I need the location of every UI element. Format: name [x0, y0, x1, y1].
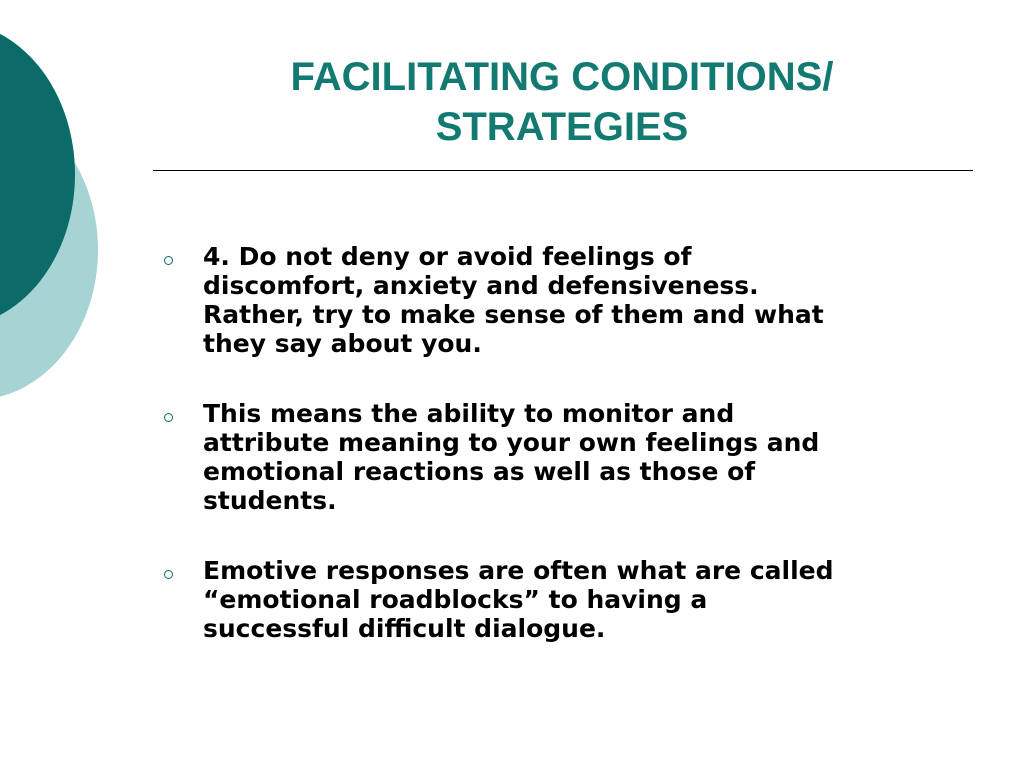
bullet-text-line: Emotive responses are often what are called: [203, 556, 834, 585]
bullet-text-line: students.: [203, 486, 337, 515]
bullet-text-line: successful difficult dialogue.: [203, 614, 606, 643]
bullet-text-line: This means the ability to monitor and: [203, 399, 735, 428]
slide-title-line: STRATEGIES: [435, 105, 689, 149]
bullet-text-line: attribute meaning to your own feelings and: [203, 428, 820, 457]
bullet-list: [162, 242, 962, 684]
hollow-circle-bullet-icon: [164, 256, 173, 265]
slide-title: [150, 52, 974, 152]
title-divider: [153, 170, 973, 171]
bullet-text-line: “emotional roadblocks” to having a: [203, 585, 708, 614]
bullet-item: [162, 242, 962, 358]
bullet-text-line: they say about you.: [203, 329, 482, 358]
bullet-text-line: 4. Do not deny or avoid feelings of: [203, 242, 692, 271]
bullet-text-line: discomfort, anxiety and defensiveness.: [203, 271, 759, 300]
hollow-circle-bullet-icon: [164, 413, 173, 422]
bullet-item: [162, 556, 962, 643]
bullet-text-line: emotional reactions as well as those of: [203, 457, 756, 486]
hollow-circle-bullet-icon: [164, 570, 173, 579]
bullet-text-line: Rather, try to make sense of them and what: [203, 300, 824, 329]
slide-title-line: FACILITATING CONDITIONS/: [290, 55, 834, 99]
bullet-item: [162, 399, 962, 515]
